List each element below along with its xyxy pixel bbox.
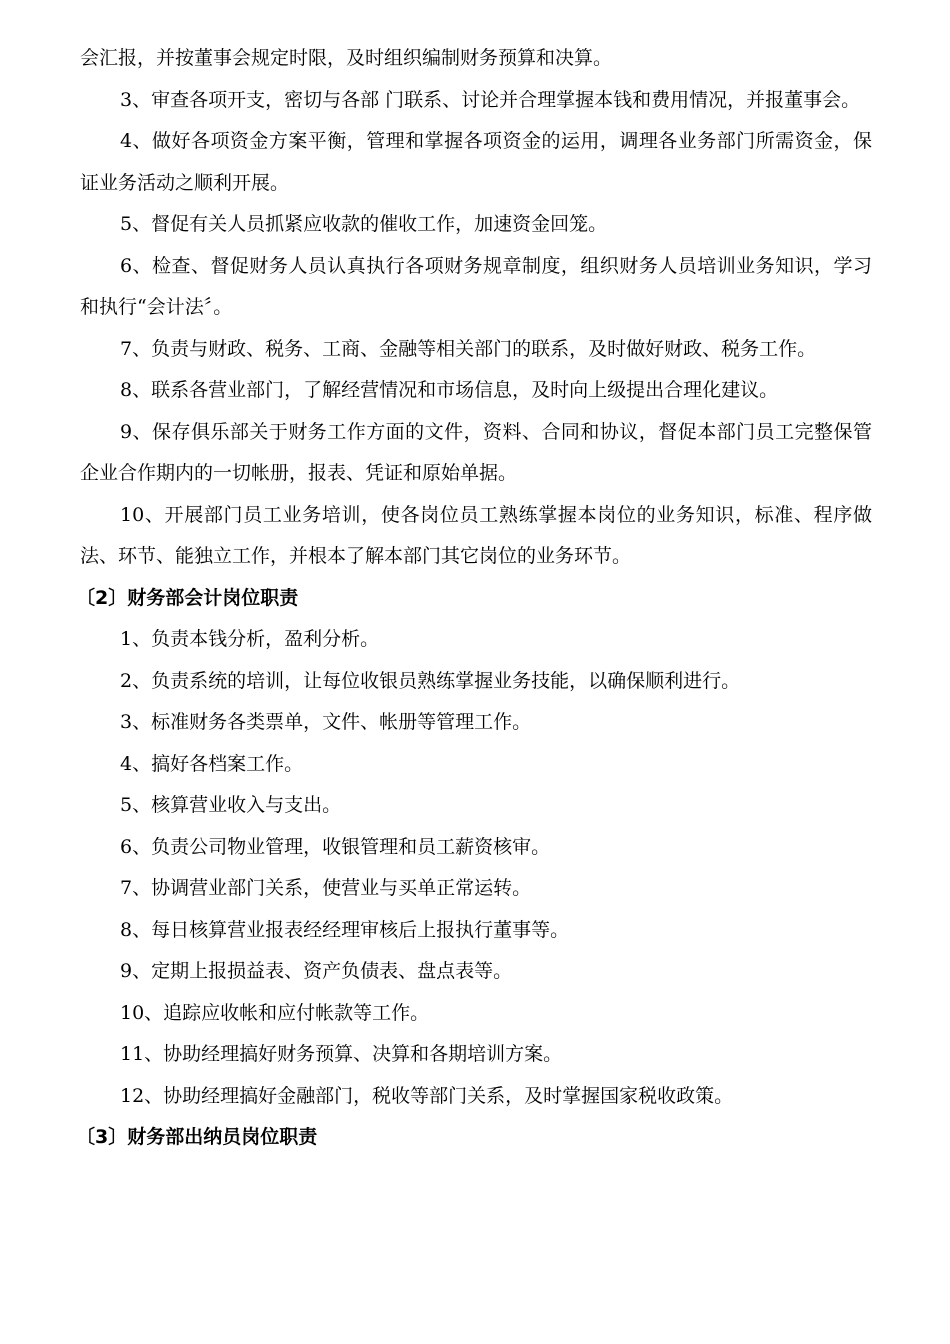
list-item-12: 12、协助经理搞好金融部门，税收等部门关系，及时掌握国家税收政策。: [120, 1084, 734, 1107]
list-item-11: 11、协助经理搞好财务预算、决算和各期培训方案。: [120, 1043, 563, 1065]
list-item-1: 1、负责本钱分析，盈利分析。: [120, 628, 380, 650]
section-heading-cashier: 〔3〕财务部出纳员岗位职责: [76, 1126, 318, 1148]
paragraph-item-10: 10、开展部门员工业务培训，使各岗位员工熟练掌握本岗位的业务知识，标准、程序做法、环节、能独立工作，并根本了解本部门其它岗位的业务环节。: [80, 503, 872, 567]
list-item-8: 8、每日核算营业报表经经理审核后上报执行董事等。: [120, 918, 570, 941]
list-item-4: 4、搞好各档案工作。: [120, 752, 304, 775]
list-item-5: 5、核算营业收入与支出。: [120, 794, 342, 816]
document-page: [76, 38, 872, 1159]
paragraph-item-3: 3、审查各项开支，密切与各部 门联系、讨论并合理掌握本钱和费用情况，并报董事会。: [120, 88, 861, 111]
list-item-3: 3、标准财务各类票单，文件、帐册等管理工作。: [120, 711, 532, 733]
paragraph-continuation: 会汇报，并按董事会规定时限，及时组织编制财务预算和决算。: [80, 47, 613, 69]
paragraph-item-5: 5、督促有关人员抓紧应收款的催收工作，加速资金回笼。: [120, 213, 608, 235]
paragraph-item-7: 7、负责与财政、税务、工商、金融等相关部门的联系，及时做好财政、税务工作。: [120, 337, 817, 360]
section-heading-accountant: 〔2〕财务部会计岗位职责: [76, 586, 299, 609]
list-item-7: 7、协调营业部门关系，使营业与买单正常运转。: [120, 877, 532, 899]
list-item-9: 9、定期上报损益表、资产负债表、盘点表等。: [120, 960, 513, 982]
list-item-10: 10、追踪应收帐和应付帐款等工作。: [120, 1001, 430, 1024]
paragraph-item-9: 9、保存俱乐部关于财务工作方面的文件，资料、合同和协议，督促本部门员工完整保管企业合作期内的一切帐册，报表、凭证和原始单据。: [80, 420, 872, 484]
list-item-2: 2、负责系统的培训，让每位收银员熟练掌握业务技能，以确保顺利进行。: [120, 669, 741, 692]
paragraph-item-8: 8、联系各营业部门，了解经营情况和市场信息，及时向上级提出合理化建议。: [120, 379, 779, 401]
paragraph-item-4: 4、做好各项资金方案平衡，管理和掌握各项资金的运用，调理各业务部门所需资金，保证业务活动之顺利开展。: [80, 130, 872, 194]
list-item-6: 6、负责公司物业管理，收银管理和员工薪资核审。: [120, 835, 551, 858]
paragraph-item-6: 6、检查、督促财务人员认真执行各项财务规章制度，组织财务人员培训业务知识，学习和执行“会计法〞。: [80, 254, 872, 318]
